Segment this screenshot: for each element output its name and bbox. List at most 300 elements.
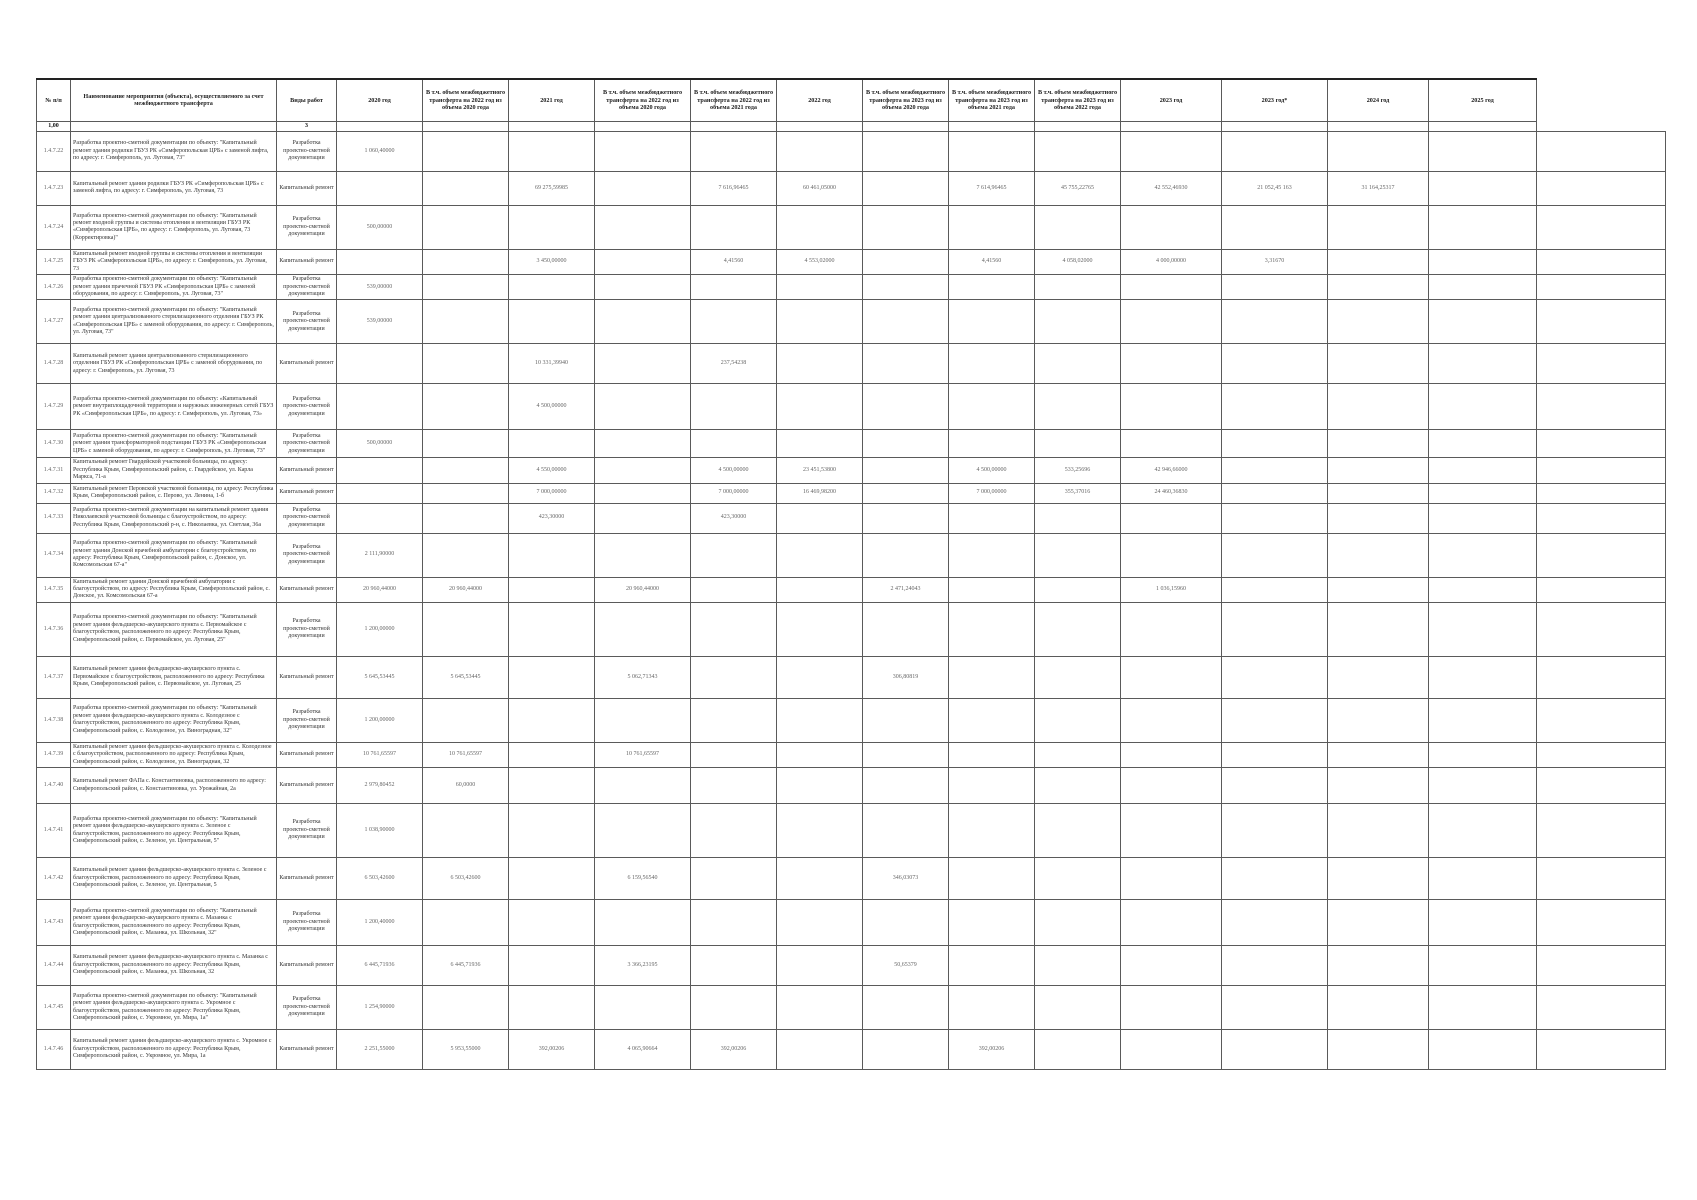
row-value-cell <box>1121 986 1222 1030</box>
table-row <box>37 249 1666 274</box>
row-value-cell: 31 164,25317 <box>1328 171 1429 205</box>
row-value-cell <box>1121 900 1222 946</box>
row-value-cell: 10 761,65597 <box>337 742 423 767</box>
row-value-cell <box>1429 858 1537 900</box>
row-value-cell <box>1328 804 1429 858</box>
row-value-cell <box>423 900 509 946</box>
row-value-cell <box>1035 742 1121 767</box>
row-value-cell <box>1035 430 1121 458</box>
row-number-cell: 1.4.7.32 <box>37 483 71 503</box>
row-value-cell <box>1222 698 1328 742</box>
row-works-cell: Капитальный ремонт <box>277 742 337 767</box>
row-value-cell <box>1429 384 1537 430</box>
row-value-cell <box>777 768 863 804</box>
row-value-cell <box>1222 742 1328 767</box>
row-value-cell <box>1035 946 1121 986</box>
row-value-cell <box>1537 533 1666 577</box>
row-value-cell <box>863 205 949 249</box>
row-works-cell: Разработка проектно-сметной документации <box>277 986 337 1030</box>
row-value-cell <box>1121 205 1222 249</box>
row-value-cell: 533,25696 <box>1035 458 1121 483</box>
row-works-cell: Разработка проектно-сметной документации <box>277 300 337 344</box>
row-value-cell <box>509 742 595 767</box>
col-header-2025: 2025 год <box>1429 79 1537 121</box>
row-number-cell: 1.4.7.43 <box>37 900 71 946</box>
row-value-cell <box>423 533 509 577</box>
row-value-cell <box>863 503 949 533</box>
row-name-cell: Разработка проектно-сметной документации по объекту: "Капитальный ремонт здания фельдшерско-акушерского пункта с. Первомайское с благоустройством, расположенного по адресу: Республика Крым, Симферопольский район, с. Первомайское, ул. Луговая, 25" <box>71 602 277 656</box>
row-value-cell <box>863 300 949 344</box>
col-header-no: № п/п <box>37 79 71 121</box>
row-value-cell: 5 953,55000 <box>423 1030 509 1070</box>
table-row <box>37 946 1666 986</box>
row-value-cell <box>1328 483 1429 503</box>
row-value-cell: 20 960,44000 <box>595 577 691 602</box>
row-value-cell <box>1035 577 1121 602</box>
row-value-cell <box>1537 986 1666 1030</box>
row-value-cell <box>863 768 949 804</box>
row-name-cell: Капитальный ремонт здания фельдшерско-акушерского пункта с. Мазанка с благоустройством, расположенного по адресу: Республика Крым, Симферопольский район, с. Мазанка, ул. Школьная, 32 <box>71 946 277 986</box>
row-value-cell <box>691 131 777 171</box>
row-works-cell: Капитальный ремонт <box>277 946 337 986</box>
row-value-cell: 392,00206 <box>509 1030 595 1070</box>
row-value-cell: 4,41560 <box>949 249 1035 274</box>
row-value-cell <box>1537 577 1666 602</box>
row-value-cell <box>1222 503 1328 533</box>
row-value-cell <box>777 602 863 656</box>
col-header-incl-2022-2020b: В т.ч. объем межбюджетного трансферта на 2022 год из объема 2020 года <box>595 79 691 121</box>
row-works-cell: Разработка проектно-сметной документации <box>277 275 337 300</box>
row-value-cell <box>1328 533 1429 577</box>
row-value-cell <box>1328 503 1429 533</box>
row-value-cell <box>1222 602 1328 656</box>
row-value-cell <box>1429 430 1537 458</box>
row-value-cell <box>1429 742 1537 767</box>
row-value-cell <box>1429 1030 1537 1070</box>
row-value-cell <box>1121 503 1222 533</box>
row-value-cell <box>1429 483 1537 503</box>
row-number-cell: 1.4.7.29 <box>37 384 71 430</box>
row-value-cell <box>691 602 777 656</box>
row-value-cell: 355,37016 <box>1035 483 1121 503</box>
row-value-cell <box>1429 344 1537 384</box>
row-value-cell <box>337 458 423 483</box>
row-value-cell <box>777 742 863 767</box>
row-value-cell <box>1035 275 1121 300</box>
col-header-2021: 2021 год <box>509 79 595 121</box>
row-value-cell <box>777 698 863 742</box>
row-value-cell <box>423 384 509 430</box>
row-value-cell <box>1429 804 1537 858</box>
row-value-cell <box>863 171 949 205</box>
row-name-cell: Разработка проектно-сметной документации по объекту: "Капитальный ремонт здания фельдшерско-акушерского пункта с. Колодезное с благоустройством, расположенного по адресу: Республика Крым, Симферопольский район, с. Колодезное, ул. Виноградная, 32" <box>71 698 277 742</box>
row-value-cell <box>1121 698 1222 742</box>
row-value-cell <box>691 858 777 900</box>
table-row <box>37 1030 1666 1070</box>
row-value-cell <box>1429 275 1537 300</box>
row-value-cell <box>509 533 595 577</box>
row-value-cell <box>863 458 949 483</box>
row-value-cell <box>1121 300 1222 344</box>
row-value-cell <box>777 986 863 1030</box>
row-works-cell: Капитальный ремонт <box>277 577 337 602</box>
row-value-cell: 2 251,55000 <box>337 1030 423 1070</box>
row-value-cell: 60 461,05000 <box>777 171 863 205</box>
table-row <box>37 656 1666 698</box>
row-name-cell: Капитальный ремонт здания централизованного стерилизационного отделения ГБУЗ РК «Симферопольская ЦРБ» с заменой оборудования, по адресу: г. Симферополь, ул. Луговая, 73 <box>71 344 277 384</box>
header-row <box>37 79 1666 121</box>
row-value-cell: 1 036,15960 <box>1121 577 1222 602</box>
row-value-cell <box>1429 656 1537 698</box>
row-value-cell <box>509 131 595 171</box>
row-value-cell <box>691 533 777 577</box>
row-name-cell: Капитальный ремонт Гвардейской участковой больницы, по адресу: Республика Крым, Симферопольский район, с. Гвардейское, ул. Карла Маркса, 71-а <box>71 458 277 483</box>
row-value-cell: 3 450,00000 <box>509 249 595 274</box>
row-number-cell: 1.4.7.22 <box>37 131 71 171</box>
col-header-name: Наименование мероприятия (объекта), осуществляемого за счет межбюджетного трансферта <box>71 79 277 121</box>
table-row <box>37 986 1666 1030</box>
table-row <box>37 768 1666 804</box>
row-value-cell <box>1121 804 1222 858</box>
row-value-cell <box>1222 205 1328 249</box>
row-value-cell <box>423 171 509 205</box>
row-value-cell: 1 200,00000 <box>337 698 423 742</box>
row-value-cell <box>777 804 863 858</box>
row-value-cell <box>423 698 509 742</box>
row-value-cell <box>863 483 949 503</box>
row-value-cell <box>423 503 509 533</box>
row-value-cell <box>1429 698 1537 742</box>
row-value-cell <box>1429 458 1537 483</box>
row-value-cell <box>1537 171 1666 205</box>
row-value-cell: 4 553,02000 <box>777 249 863 274</box>
row-value-cell: 60,0000 <box>423 768 509 804</box>
row-value-cell <box>1537 946 1666 986</box>
row-works-cell: Капитальный ремонт <box>277 768 337 804</box>
row-value-cell <box>1537 131 1666 171</box>
row-value-cell <box>949 205 1035 249</box>
row-value-cell <box>1328 131 1429 171</box>
row-number-cell: 1.4.7.46 <box>37 1030 71 1070</box>
row-number-cell: 1.4.7.38 <box>37 698 71 742</box>
row-value-cell <box>1537 503 1666 533</box>
index-row <box>37 121 1666 131</box>
budget-table <box>36 78 1666 1070</box>
row-value-cell: 6 159,56540 <box>595 858 691 900</box>
col-header-2020: 2020 год <box>337 79 423 121</box>
col-header-2023-star: 2023 год* <box>1222 79 1328 121</box>
row-value-cell: 2 979,80452 <box>337 768 423 804</box>
row-value-cell: 7 616,96465 <box>691 171 777 205</box>
row-value-cell <box>1537 858 1666 900</box>
row-value-cell <box>1537 205 1666 249</box>
row-value-cell <box>595 986 691 1030</box>
index-cell: 1,00 <box>37 121 71 131</box>
row-value-cell: 24 460,36830 <box>1121 483 1222 503</box>
row-value-cell <box>1537 344 1666 384</box>
row-value-cell <box>1222 1030 1328 1070</box>
row-value-cell <box>691 577 777 602</box>
row-value-cell <box>1121 858 1222 900</box>
row-value-cell <box>1035 858 1121 900</box>
row-number-cell: 1.4.7.28 <box>37 344 71 384</box>
row-value-cell <box>1429 171 1537 205</box>
row-value-cell <box>509 602 595 656</box>
row-number-cell: 1.4.7.42 <box>37 858 71 900</box>
table-row <box>37 503 1666 533</box>
row-value-cell <box>595 384 691 430</box>
row-value-cell <box>595 503 691 533</box>
row-value-cell <box>1222 430 1328 458</box>
row-value-cell <box>1328 768 1429 804</box>
row-value-cell <box>1121 344 1222 384</box>
row-value-cell <box>1537 804 1666 858</box>
row-works-cell: Разработка проектно-сметной документации <box>277 131 337 171</box>
row-value-cell: 7 000,00000 <box>691 483 777 503</box>
row-works-cell: Капитальный ремонт <box>277 858 337 900</box>
row-value-cell <box>1328 602 1429 656</box>
row-value-cell <box>1537 249 1666 274</box>
row-value-cell <box>1035 503 1121 533</box>
row-value-cell: 16 469,98200 <box>777 483 863 503</box>
row-value-cell <box>337 503 423 533</box>
row-value-cell: 42 946,66000 <box>1121 458 1222 483</box>
col-header-works: Виды работ <box>277 79 337 121</box>
row-value-cell <box>1429 986 1537 1030</box>
row-number-cell: 1.4.7.25 <box>37 249 71 274</box>
row-value-cell: 6 503,42600 <box>337 858 423 900</box>
row-value-cell <box>949 131 1035 171</box>
row-value-cell: 10 331,39940 <box>509 344 595 384</box>
row-name-cell: Разработка проектно-сметной документации по объекту: "Капитальный ремонт здания трансформаторной подстанции ГБУЗ РК «Симферопольская ЦРБ» с заменой оборудования, по адресу: г. Симферополь, ул. Луговая, 73" <box>71 430 277 458</box>
row-number-cell: 1.4.7.37 <box>37 656 71 698</box>
row-value-cell <box>595 900 691 946</box>
row-value-cell <box>595 698 691 742</box>
row-value-cell <box>423 249 509 274</box>
row-number-cell: 1.4.7.40 <box>37 768 71 804</box>
row-value-cell: 7 000,00000 <box>509 483 595 503</box>
row-value-cell <box>595 249 691 274</box>
row-value-cell <box>337 249 423 274</box>
row-value-cell <box>595 430 691 458</box>
row-name-cell: Разработка проектно-сметной документации по объекту: "Капитальный ремонт здания централизованного стерилизационного отделения ГБУЗ РК «Симферопольская ЦРБ» с заменой оборудования, по адресу: г. Симферополь, ул. Луговая, 73" <box>71 300 277 344</box>
table-row <box>37 533 1666 577</box>
row-value-cell <box>1429 249 1537 274</box>
row-value-cell <box>1035 986 1121 1030</box>
row-value-cell <box>863 900 949 946</box>
row-value-cell <box>337 483 423 503</box>
row-works-cell: Капитальный ремонт <box>277 1030 337 1070</box>
row-value-cell: 5 645,53445 <box>337 656 423 698</box>
row-value-cell <box>949 577 1035 602</box>
row-value-cell <box>1035 533 1121 577</box>
row-value-cell <box>595 483 691 503</box>
row-name-cell: Капитальный ремонт здания Донской врачебной амбулатории с благоустройством, по адресу: Республика Крым, Симферопольский район, с. Донское, ул. Комсомольская 67-а <box>71 577 277 602</box>
row-value-cell <box>1537 602 1666 656</box>
row-value-cell <box>1537 900 1666 946</box>
row-value-cell <box>509 900 595 946</box>
row-value-cell: 4,41560 <box>691 249 777 274</box>
row-value-cell: 423,30000 <box>691 503 777 533</box>
row-value-cell <box>863 275 949 300</box>
row-number-cell: 1.4.7.41 <box>37 804 71 858</box>
row-value-cell <box>1222 986 1328 1030</box>
row-value-cell <box>1429 602 1537 656</box>
row-value-cell <box>1222 900 1328 946</box>
row-number-cell: 1.4.7.24 <box>37 205 71 249</box>
table-row <box>37 458 1666 483</box>
row-value-cell <box>949 986 1035 1030</box>
row-number-cell: 1.4.7.30 <box>37 430 71 458</box>
row-works-cell: Разработка проектно-сметной документации <box>277 533 337 577</box>
row-works-cell: Разработка проектно-сметной документации <box>277 804 337 858</box>
row-value-cell <box>949 804 1035 858</box>
row-value-cell <box>863 533 949 577</box>
row-value-cell <box>1537 483 1666 503</box>
row-name-cell: Разработка проектно-сметной документации по объекту: "Капитальный ремонт здания фельдшерско-акушерского пункта с. Зеленое с благоустройством, расположенного по адресу: Республика Крым, Симферопольский район, с. Зеленое, ул. Центральная, 5" <box>71 804 277 858</box>
row-value-cell: 346,03073 <box>863 858 949 900</box>
table-row <box>37 171 1666 205</box>
row-value-cell <box>691 768 777 804</box>
row-works-cell: Разработка проектно-сметной документации <box>277 900 337 946</box>
row-value-cell <box>1222 384 1328 430</box>
table-row <box>37 483 1666 503</box>
row-value-cell <box>1222 577 1328 602</box>
row-number-cell: 1.4.7.44 <box>37 946 71 986</box>
row-value-cell <box>863 249 949 274</box>
row-value-cell <box>423 986 509 1030</box>
row-value-cell <box>863 698 949 742</box>
row-works-cell: Капитальный ремонт <box>277 344 337 384</box>
row-value-cell <box>949 656 1035 698</box>
row-value-cell <box>1328 384 1429 430</box>
row-value-cell: 539,00000 <box>337 275 423 300</box>
row-value-cell <box>423 344 509 384</box>
row-value-cell: 4 000,00000 <box>1121 249 1222 274</box>
row-value-cell <box>777 275 863 300</box>
table-row <box>37 577 1666 602</box>
row-value-cell <box>949 858 1035 900</box>
row-value-cell <box>777 384 863 430</box>
table-row <box>37 205 1666 249</box>
col-header-2024: 2024 год <box>1328 79 1429 121</box>
row-value-cell <box>863 131 949 171</box>
table-row <box>37 384 1666 430</box>
row-value-cell <box>1328 577 1429 602</box>
row-value-cell <box>423 275 509 300</box>
row-value-cell: 6 445,71936 <box>423 946 509 986</box>
row-value-cell <box>1035 602 1121 656</box>
row-value-cell: 500,00000 <box>337 205 423 249</box>
row-value-cell <box>691 656 777 698</box>
row-number-cell: 1.4.7.39 <box>37 742 71 767</box>
row-value-cell <box>423 131 509 171</box>
row-value-cell <box>509 300 595 344</box>
row-works-cell: Разработка проектно-сметной документации <box>277 698 337 742</box>
row-value-cell <box>691 900 777 946</box>
row-value-cell <box>423 483 509 503</box>
row-value-cell <box>1537 656 1666 698</box>
row-value-cell <box>595 205 691 249</box>
row-value-cell <box>691 946 777 986</box>
row-value-cell <box>949 946 1035 986</box>
row-value-cell <box>1429 577 1537 602</box>
row-value-cell <box>949 698 1035 742</box>
row-name-cell: Капитальный ремонт ФАПа с. Константиновка, расположенного по адресу: Симферопольский район, с. Константиновка, ул. Урожайная, 2а <box>71 768 277 804</box>
row-value-cell <box>1537 458 1666 483</box>
row-value-cell: 6 503,42600 <box>423 858 509 900</box>
row-value-cell <box>777 344 863 384</box>
row-value-cell <box>1121 742 1222 767</box>
row-value-cell <box>863 986 949 1030</box>
row-value-cell <box>337 344 423 384</box>
row-value-cell <box>1537 742 1666 767</box>
row-value-cell <box>777 656 863 698</box>
row-value-cell: 3 366,23195 <box>595 946 691 986</box>
row-value-cell <box>1429 205 1537 249</box>
row-value-cell <box>509 858 595 900</box>
table-row <box>37 698 1666 742</box>
row-value-cell <box>1222 344 1328 384</box>
row-value-cell <box>595 275 691 300</box>
row-name-cell: Капитальный ремонт входной группы и системы отопления и вентиляции ГБУЗ РК «Симферопольская ЦРБ», по адресу: г. Симферополь, ул. Луговая, 73 <box>71 249 277 274</box>
row-value-cell: 2 471,24043 <box>863 577 949 602</box>
row-number-cell: 1.4.7.26 <box>37 275 71 300</box>
row-value-cell <box>1222 768 1328 804</box>
row-value-cell: 10 761,65597 <box>423 742 509 767</box>
row-value-cell <box>777 858 863 900</box>
col-header-incl-2022-2021: В т.ч. объем межбюджетного трансферта на 2022 год из объема 2021 года <box>691 79 777 121</box>
row-value-cell <box>1222 300 1328 344</box>
row-value-cell <box>337 384 423 430</box>
row-value-cell: 4 065,90664 <box>595 1030 691 1070</box>
row-value-cell: 23 451,53800 <box>777 458 863 483</box>
row-value-cell <box>509 946 595 986</box>
row-value-cell <box>1429 900 1537 946</box>
row-value-cell <box>1328 430 1429 458</box>
row-value-cell <box>1035 768 1121 804</box>
row-value-cell <box>949 768 1035 804</box>
row-name-cell: Разработка проектно-сметной документации по объекту: "Капитальный ремонт входной группы и системы отопления и вентиляции ГБУЗ РК «Симферопольская ЦРБ», по адресу: г. Симферополь, ул. Луговая, 73 (Корректировка)" <box>71 205 277 249</box>
row-value-cell <box>595 131 691 171</box>
row-value-cell <box>949 503 1035 533</box>
row-value-cell <box>1121 946 1222 986</box>
row-value-cell: 4 500,00000 <box>509 384 595 430</box>
row-name-cell: Разработка проектно-сметной документации на капитальный ремонт здания Николаевской участковой больницы с благоустройством, по адресу: Республика Крым, Симферопольский р-н, с. Николаевка, ул. Светлая, 36а <box>71 503 277 533</box>
row-value-cell <box>1035 344 1121 384</box>
row-value-cell: 1 200,00000 <box>337 602 423 656</box>
row-value-cell <box>777 577 863 602</box>
table-row <box>37 430 1666 458</box>
col-header-incl-2023-2020: В т.ч. объем межбюджетного трансферта на 2023 год из объема 2020 года <box>863 79 949 121</box>
row-value-cell: 539,00000 <box>337 300 423 344</box>
row-works-cell: Капитальный ремонт <box>277 171 337 205</box>
row-name-cell: Капитальный ремонт здания фельдшерско-акушерского пункта с. Первомайское с благоустройством, расположенного по адресу: Республика Крым, Симферопольский район, с. Первомайское, ул. Луговая, 25 <box>71 656 277 698</box>
row-number-cell: 1.4.7.36 <box>37 602 71 656</box>
row-value-cell <box>1035 131 1121 171</box>
row-value-cell <box>777 1030 863 1070</box>
row-value-cell: 392,00206 <box>691 1030 777 1070</box>
row-value-cell <box>595 171 691 205</box>
row-value-cell <box>1222 656 1328 698</box>
row-value-cell <box>1328 742 1429 767</box>
row-value-cell <box>1537 698 1666 742</box>
row-value-cell <box>509 430 595 458</box>
row-value-cell <box>691 698 777 742</box>
row-number-cell: 1.4.7.34 <box>37 533 71 577</box>
row-value-cell <box>1121 275 1222 300</box>
row-name-cell: Разработка проектно-сметной документации по объекту: "Капитальный ремонт здания фельдшерско-акушерского пункта с. Укромное с благоустройством, расположенного по адресу: Республика Крым, Симферопольский район, с. Укромное, ул. Мира, 1а" <box>71 986 277 1030</box>
